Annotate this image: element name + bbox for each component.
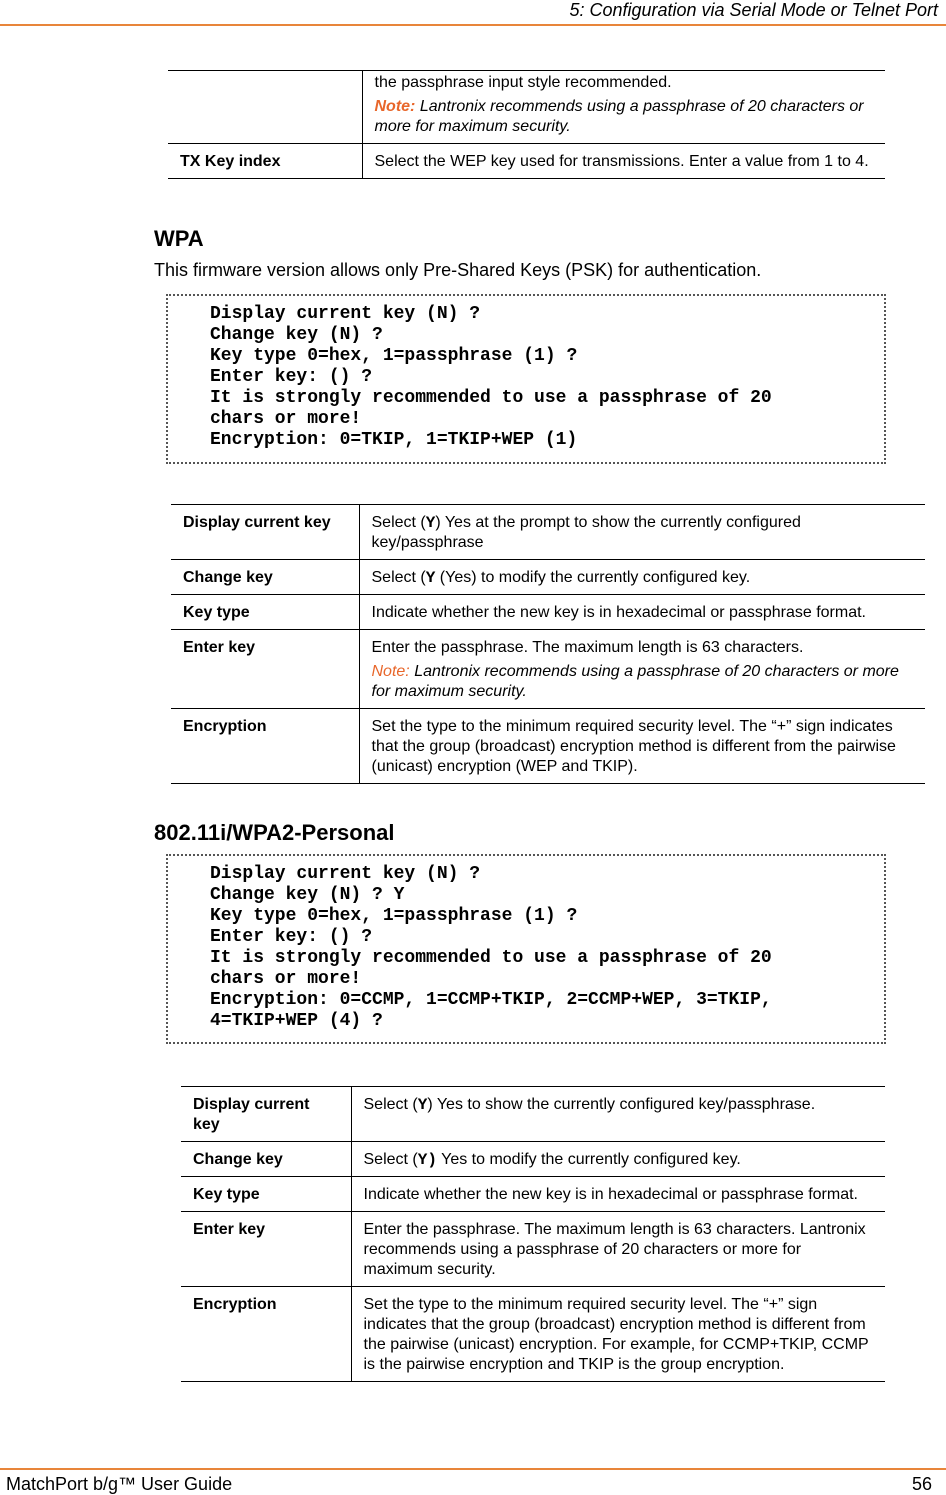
table-desc: Select (Y) Yes at the prompt to show the currently configured key/passphrase <box>359 505 925 560</box>
wpa2-table <box>181 1086 885 1382</box>
wpa-intro: This firmware version allows only Pre-Shared Keys (PSK) for authentication. <box>154 260 762 280</box>
table-row <box>171 505 925 560</box>
table-term <box>168 71 362 144</box>
code-line: Key type 0=hex, 1=passphrase (1) ? <box>210 906 578 926</box>
code-line: Encryption: 0=CCMP, 1=CCMP+TKIP, 2=CCMP+WEP, 3=TKIP, <box>210 990 772 1010</box>
note-text: Lantronix recommends using a passphrase of 20 characters or more for maximum security. <box>374 98 864 135</box>
table-row <box>168 144 885 179</box>
table-term: Change key <box>181 1142 351 1177</box>
table-term: Display current key <box>181 1087 351 1142</box>
code-line: chars or more! <box>210 409 362 429</box>
footer-rule <box>0 1468 946 1470</box>
header-rule <box>0 24 946 26</box>
table-desc: Select the WEP key used for transmissions. Enter a value from 1 to 4. <box>362 144 885 179</box>
table-desc: Select (Y) Yes to modify the currently configured key. <box>351 1142 885 1177</box>
table-term: Key type <box>171 595 359 630</box>
table-desc: Enter the passphrase. The maximum length is 63 characters. Note: Lantronix recommends using a passphrase of 20 characters or more for maximum security. <box>359 630 925 709</box>
code-line: It is strongly recommended to use a passphrase of 20 <box>210 948 772 968</box>
table-desc: Indicate whether the new key is in hexadecimal or passphrase format. <box>351 1177 885 1212</box>
code-line: chars or more! <box>210 969 362 989</box>
table-row <box>181 1212 885 1287</box>
table-term: Encryption <box>171 709 359 784</box>
code-line: Enter key: () ? <box>210 927 373 947</box>
table-row <box>171 560 925 595</box>
table-term: Change key <box>171 560 359 595</box>
table-term: TX Key index <box>168 144 362 179</box>
code-line: Display current key (N) ? <box>210 304 481 324</box>
table-term: Key type <box>181 1177 351 1212</box>
table-row <box>168 71 885 144</box>
wpa-table <box>171 504 925 784</box>
code-line: Display current key (N) ? <box>210 864 481 884</box>
code-line: Key type 0=hex, 1=passphrase (1) ? <box>210 346 578 366</box>
note-text: Lantronix recommends using a passphrase of 20 characters or more for maximum security. <box>371 663 899 700</box>
table-desc: Enter the passphrase. The maximum length is 63 characters. Lantronix recommends using a passphrase of 20 characters or more for maximum security. <box>351 1212 885 1287</box>
table-desc: Select (Y) Yes to show the currently configured key/passphrase. <box>351 1087 885 1142</box>
table-term: Encryption <box>181 1287 351 1382</box>
table-desc: Set the type to the minimum required security level. The “+” sign indicates that the group (broadcast) encryption method is different from the pairwise (unicast) encryption. For example, for CCMP+TKIP, CCMP is the pairwise encryption and TKIP is the group encryption. <box>351 1287 885 1382</box>
table-term: Display current key <box>171 505 359 560</box>
table-term: Enter key <box>171 630 359 709</box>
table-desc: Indicate whether the new key is in hexadecimal or passphrase format. <box>359 595 925 630</box>
table-desc <box>362 71 885 144</box>
page-number: 56 <box>911 1474 932 1494</box>
note <box>372 662 914 702</box>
table-term: Enter key <box>181 1212 351 1287</box>
table-row <box>171 709 925 784</box>
section-heading-wpa: WPA <box>154 226 204 251</box>
table-row <box>171 630 925 709</box>
code-line: Change key (N) ? <box>210 325 383 345</box>
key-y: Y <box>425 514 436 532</box>
code-line: Enter key: () ? <box>210 367 373 387</box>
table-desc: Set the type to the minimum required security level. The “+” sign indicates that the group (broadcast) encryption method is different from the pairwise (unicast) encryption (WEP and TKIP). <box>359 709 925 784</box>
key-y: Y <box>417 1096 428 1114</box>
desc-text: the passphrase input style recommended. <box>374 74 672 91</box>
code-line: Change key (N) ? Y <box>210 885 405 905</box>
page-header-title: 5: Configuration via Serial Mode or Telnet Port <box>569 0 938 20</box>
table-row <box>181 1177 885 1212</box>
code-line: 4=TKIP+WEP (4) ? <box>210 1011 383 1031</box>
note <box>375 97 874 137</box>
table-row <box>171 595 925 630</box>
wpa2-code-block <box>166 854 886 1044</box>
key-y: Y <box>425 569 436 587</box>
wpa-code-block <box>166 294 886 464</box>
code-line: It is strongly recommended to use a passphrase of 20 <box>210 388 772 408</box>
table-row <box>181 1287 885 1382</box>
section-heading-wpa2: 802.11i/WPA2-Personal <box>154 820 395 845</box>
note-label: Note: <box>374 98 416 115</box>
code-line: Encryption: 0=TKIP, 1=TKIP+WEP (1) <box>210 430 578 450</box>
table-row <box>181 1087 885 1142</box>
wep-table-continued <box>168 70 885 179</box>
note-label: Note: <box>371 663 410 680</box>
footer-guide-title: MatchPort b/g™ User Guide <box>6 1474 233 1494</box>
table-row <box>181 1142 885 1177</box>
key-y: Y) <box>417 1151 437 1169</box>
table-desc: Select (Y (Yes) to modify the currently configured key. <box>359 560 925 595</box>
